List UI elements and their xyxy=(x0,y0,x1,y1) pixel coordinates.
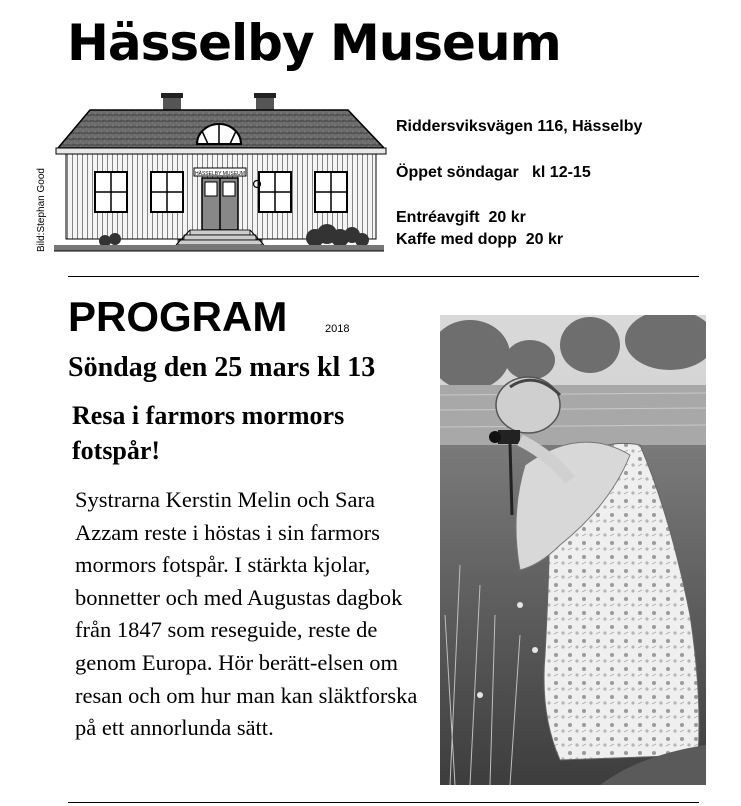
house-sign-text: HÄSSELBY MUSEUM xyxy=(195,171,245,177)
bottom-divider xyxy=(68,802,699,803)
address-text: Riddersviksvägen 116, Hässelby xyxy=(396,118,643,135)
top-divider xyxy=(68,276,699,277)
entrance-fee-text: Entréavgift 20 kr xyxy=(396,209,526,226)
opening-hours-text: Öppet söndagar kl 12-15 xyxy=(396,164,591,181)
museum-title: Hässelby Museum xyxy=(67,14,561,72)
woman-photographing-photo xyxy=(440,315,706,785)
program-heading: PROGRAM xyxy=(68,293,288,340)
coffee-price-text: Kaffe med dopp 20 kr xyxy=(396,231,564,248)
museum-house-illustration xyxy=(50,88,390,258)
program-year: 2018 xyxy=(325,323,350,335)
event-description: Systrarna Kerstin Melin och Sara Azzam reste i höstas i sin farmors mormors fotspår. I stärkta kjolar, bonnetter och med Augustas dagbok från 1847 som reseguide, reste de genom Europa. Hör berätt-elsen om resan och om hur man kan släktforska på ett annorlunda sätt. xyxy=(75,487,418,741)
photo-credit: Bild:Stephan Good xyxy=(36,168,47,252)
event-title: Resa i farmors mormors fotspår! xyxy=(72,401,345,465)
event-date: Söndag den 25 mars kl 13 xyxy=(68,352,376,383)
